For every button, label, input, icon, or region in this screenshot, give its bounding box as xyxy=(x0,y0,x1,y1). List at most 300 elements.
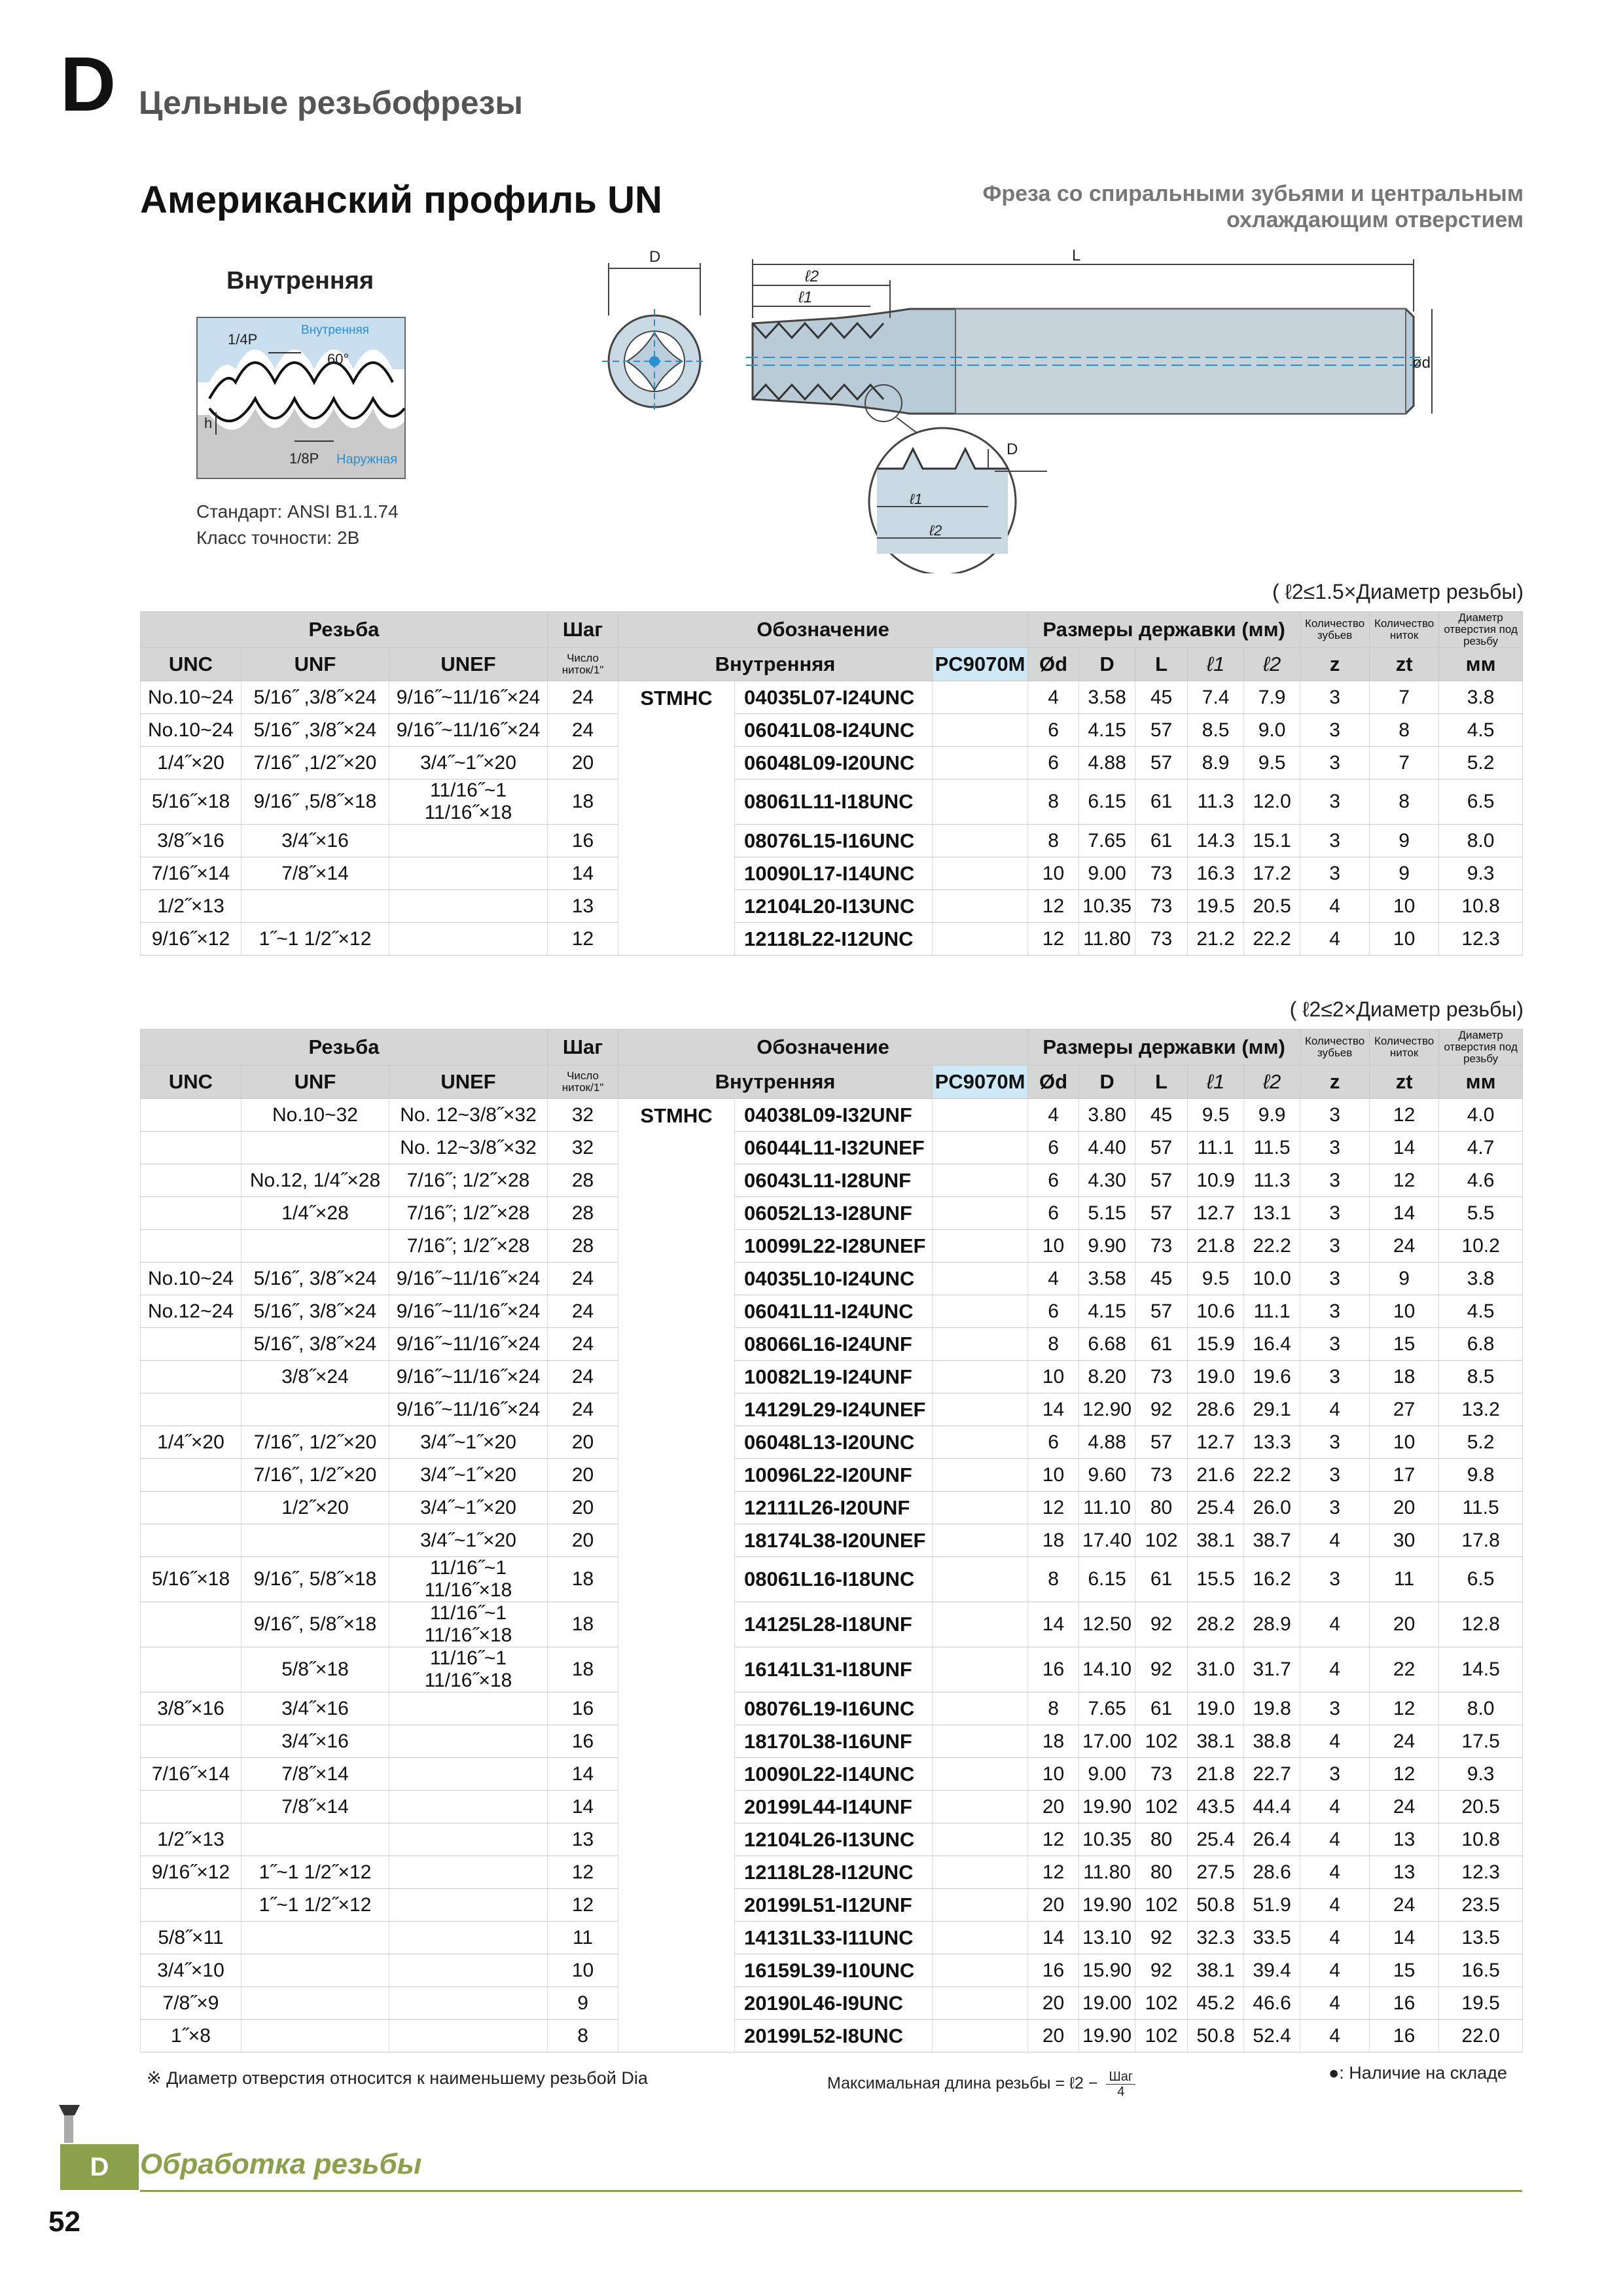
cell-stock xyxy=(933,1164,1028,1197)
cell-D: 9.00 xyxy=(1079,857,1135,890)
cell-l1: 38.1 xyxy=(1188,1524,1244,1557)
cell-designation: 20199L51-I12UNF xyxy=(735,1889,933,1922)
cell-pitch: 8 xyxy=(548,2020,618,2053)
cell-L: 73 xyxy=(1135,857,1188,890)
cell-stock xyxy=(933,1328,1028,1361)
cell-l2: 16.2 xyxy=(1244,1557,1300,1602)
cell-d: 4 xyxy=(1028,681,1079,714)
cell-D: 4.30 xyxy=(1079,1164,1135,1197)
cell-l1: 45.2 xyxy=(1188,1987,1244,2020)
cell-stock xyxy=(933,1492,1028,1524)
cell-stock xyxy=(933,1602,1028,1647)
cell-pitch: 24 xyxy=(548,1361,618,1393)
profile-label-eighth-p: 1/8P xyxy=(289,450,319,467)
cell-unf: 3/4˝×16 xyxy=(241,1693,389,1725)
cell-unf xyxy=(241,1987,389,2020)
cell-zt: 11 xyxy=(1370,1557,1439,1602)
cell-unc: 9/16˝×12 xyxy=(141,923,241,956)
profile-label-angle: 60° xyxy=(327,351,349,367)
cell-z: 3 xyxy=(1300,1197,1370,1230)
cell-z: 3 xyxy=(1300,1361,1370,1393)
cell-unef xyxy=(389,1758,548,1791)
hdr-D: D xyxy=(1079,1066,1135,1099)
table-row xyxy=(141,681,1523,714)
cell-l2: 31.7 xyxy=(1244,1647,1300,1693)
cell-z: 4 xyxy=(1300,2020,1370,2053)
cell-z: 3 xyxy=(1300,857,1370,890)
cell-l1: 28.6 xyxy=(1188,1393,1244,1426)
cell-hole: 4.0 xyxy=(1439,1099,1523,1132)
cell-L: 92 xyxy=(1135,1602,1188,1647)
cell-pitch: 16 xyxy=(548,1693,618,1725)
cell-d: 10 xyxy=(1028,857,1079,890)
hdr-z: z xyxy=(1300,648,1370,681)
cell-designation: 10096L22-I20UNF xyxy=(735,1459,933,1492)
hdr-unc: UNC xyxy=(141,648,241,681)
cell-d: 18 xyxy=(1028,1524,1079,1557)
cell-l1: 12.7 xyxy=(1188,1197,1244,1230)
cell-L: 61 xyxy=(1135,1693,1188,1725)
cell-D: 4.88 xyxy=(1079,1426,1135,1459)
cell-unef xyxy=(389,890,548,923)
cell-unef: 11/16˝~1 11/16˝×18 xyxy=(389,780,548,825)
cell-z: 4 xyxy=(1300,890,1370,923)
profile-label-internal: Внутренняя xyxy=(301,323,370,337)
cell-unc xyxy=(141,1889,241,1922)
cell-zt: 30 xyxy=(1370,1524,1439,1557)
cell-l2: 22.2 xyxy=(1244,923,1300,956)
cell-z: 3 xyxy=(1300,1459,1370,1492)
cell-zt: 27 xyxy=(1370,1393,1439,1426)
cell-zt: 24 xyxy=(1370,1791,1439,1823)
cell-unc: 7/16˝×14 xyxy=(141,857,241,890)
cell-d: 8 xyxy=(1028,1693,1079,1725)
chapter-title: Обработка резьбы xyxy=(140,2148,422,2180)
cell-l1: 14.3 xyxy=(1188,825,1244,857)
cell-unef: No. 12~3/8˝×32 xyxy=(389,1099,548,1132)
cell-zt: 14 xyxy=(1370,1922,1439,1954)
cell-designation: 08066L16-I24UNF xyxy=(735,1328,933,1361)
cell-pitch: 20 xyxy=(548,1524,618,1557)
cell-unf: 7/8˝×14 xyxy=(241,857,389,890)
cell-unf: 3/8˝×24 xyxy=(241,1361,389,1393)
table-row xyxy=(141,1492,1523,1524)
cell-pitch: 18 xyxy=(548,780,618,825)
profile-label-h: h xyxy=(204,415,213,431)
note-stock: ●: Наличие на складе xyxy=(1329,2063,1507,2083)
cell-pitch: 12 xyxy=(548,1889,618,1922)
cell-unc xyxy=(141,1197,241,1230)
table-2 xyxy=(140,1029,1523,2053)
cell-z: 3 xyxy=(1300,825,1370,857)
cell-pitch: 24 xyxy=(548,1393,618,1426)
cell-z: 3 xyxy=(1300,1693,1370,1725)
cell-zt: 8 xyxy=(1370,714,1439,747)
cell-l1: 9.5 xyxy=(1188,1099,1244,1132)
max-length-fraction xyxy=(1106,2070,1135,2099)
cell-D: 4.40 xyxy=(1079,1132,1135,1164)
cell-L: 92 xyxy=(1135,1393,1188,1426)
cell-hole: 9.3 xyxy=(1439,857,1523,890)
cell-z: 4 xyxy=(1300,1791,1370,1823)
cell-hole: 10.8 xyxy=(1439,890,1523,923)
table-row xyxy=(141,890,1523,923)
cell-L: 102 xyxy=(1135,1524,1188,1557)
cell-unef xyxy=(389,1791,548,1823)
cell-zt: 15 xyxy=(1370,1954,1439,1987)
cell-hole: 10.2 xyxy=(1439,1230,1523,1263)
cell-stock xyxy=(933,1791,1028,1823)
cell-designation: 20199L52-I8UNC xyxy=(735,2020,933,2053)
cell-hole: 23.5 xyxy=(1439,1889,1523,1922)
cell-unc: 3/8˝×16 xyxy=(141,825,241,857)
cell-unc: 9/16˝×12 xyxy=(141,1856,241,1889)
cell-hole: 5.2 xyxy=(1439,747,1523,780)
cell-unc xyxy=(141,1230,241,1263)
hdr-od: Ød xyxy=(1028,648,1079,681)
hdr-internal: Внутренняя xyxy=(618,648,933,681)
cell-zt: 12 xyxy=(1370,1693,1439,1725)
cell-unf: 9/16˝, 5/8˝×18 xyxy=(241,1602,389,1647)
cell-unc: 3/4˝×10 xyxy=(141,1954,241,1987)
table-row xyxy=(141,747,1523,780)
hdr-designation: Обозначение xyxy=(618,1030,1028,1066)
subtitle-line-1: Фреза со спиральными зубьями и центральным xyxy=(982,181,1524,206)
cell-designation: 06044L11-I32UNEF xyxy=(735,1132,933,1164)
cell-d: 14 xyxy=(1028,1922,1079,1954)
cell-stock xyxy=(933,1889,1028,1922)
cell-unef: 7/16˝; 1/2˝×28 xyxy=(389,1230,548,1263)
cell-unc xyxy=(141,1132,241,1164)
cell-d: 14 xyxy=(1028,1393,1079,1426)
cell-unf: 7/16˝ ,1/2˝×20 xyxy=(241,747,389,780)
cell-zt: 12 xyxy=(1370,1758,1439,1791)
cell-l1: 9.5 xyxy=(1188,1263,1244,1295)
cell-stock xyxy=(933,1647,1028,1693)
hdr-internal: Внутренняя xyxy=(618,1066,933,1099)
fraction-numerator: Шаг xyxy=(1106,2070,1135,2085)
cell-unf: 5/16˝ ,3/8˝×24 xyxy=(241,681,389,714)
cell-l2: 46.6 xyxy=(1244,1987,1300,2020)
cell-L: 45 xyxy=(1135,681,1188,714)
cell-zt: 24 xyxy=(1370,1889,1439,1922)
table-row xyxy=(141,780,1523,825)
cell-unf: 5/8˝×18 xyxy=(241,1647,389,1693)
cell-D: 7.65 xyxy=(1079,1693,1135,1725)
cell-hole: 9.8 xyxy=(1439,1459,1523,1492)
cell-z: 3 xyxy=(1300,1295,1370,1328)
cell-L: 61 xyxy=(1135,1557,1188,1602)
cell-D: 5.15 xyxy=(1079,1197,1135,1230)
cell-designation: 14125L28-I18UNF xyxy=(735,1602,933,1647)
cell-unef: 9/16˝~11/16˝×24 xyxy=(389,1393,548,1426)
cell-L: 57 xyxy=(1135,1132,1188,1164)
cell-zt: 16 xyxy=(1370,2020,1439,2053)
cell-l1: 10.6 xyxy=(1188,1295,1244,1328)
cell-l2: 39.4 xyxy=(1244,1954,1300,1987)
cell-unc: 1/4˝×20 xyxy=(141,1426,241,1459)
cell-zt: 13 xyxy=(1370,1823,1439,1856)
cell-hole: 4.7 xyxy=(1439,1132,1523,1164)
cell-zt: 8 xyxy=(1370,780,1439,825)
cell-unef: 3/4˝~1˝×20 xyxy=(389,747,548,780)
cell-designation: 06041L11-I24UNC xyxy=(735,1295,933,1328)
cell-unef: 11/16˝~1 11/16˝×18 xyxy=(389,1647,548,1693)
cell-unc xyxy=(141,1602,241,1647)
cell-D: 10.35 xyxy=(1079,1823,1135,1856)
cell-designation: 12104L20-I13UNC xyxy=(735,890,933,923)
cell-unc xyxy=(141,1164,241,1197)
hdr-z: z xyxy=(1300,1066,1370,1099)
table-row xyxy=(141,1987,1523,2020)
cell-hole: 12.8 xyxy=(1439,1602,1523,1647)
cell-hole: 12.3 xyxy=(1439,1856,1523,1889)
cell-l2: 28.9 xyxy=(1244,1602,1300,1647)
cell-unf: 7/8˝×14 xyxy=(241,1791,389,1823)
cell-unf xyxy=(241,1132,389,1164)
cell-unc xyxy=(141,1459,241,1492)
table-row xyxy=(141,1393,1523,1426)
section-tab: D xyxy=(60,2144,139,2190)
hdr-pitch-sub: Число ниток/1" xyxy=(548,1066,618,1099)
cell-z: 3 xyxy=(1300,747,1370,780)
cell-unef: 7/16˝; 1/2˝×28 xyxy=(389,1164,548,1197)
cell-l2: 44.4 xyxy=(1244,1791,1300,1823)
cell-l2: 9.5 xyxy=(1244,747,1300,780)
cell-unc: 7/16˝×14 xyxy=(141,1758,241,1791)
hdr-unef: UNEF xyxy=(389,1066,548,1099)
table-row xyxy=(141,1889,1523,1922)
table-row xyxy=(141,1328,1523,1361)
thread-profile-diagram xyxy=(196,317,406,479)
cell-hole: 13.2 xyxy=(1439,1393,1523,1426)
cell-stock xyxy=(933,1426,1028,1459)
table-row xyxy=(141,2020,1523,2053)
table-row xyxy=(141,1693,1523,1725)
cell-l1: 7.4 xyxy=(1188,681,1244,714)
cell-designation: 18170L38-I16UNF xyxy=(735,1725,933,1758)
cell-z: 4 xyxy=(1300,1393,1370,1426)
cell-z: 3 xyxy=(1300,780,1370,825)
cell-pitch: 24 xyxy=(548,1263,618,1295)
hdr-threads-count: Количество ниток xyxy=(1370,612,1439,648)
cell-unc xyxy=(141,1791,241,1823)
table-row xyxy=(141,1823,1523,1856)
hdr-thread: Резьба xyxy=(141,1030,548,1066)
table-row xyxy=(141,1099,1523,1132)
cell-unef: 9/16˝~11/16˝×24 xyxy=(389,1263,548,1295)
tool-drawing xyxy=(602,246,1453,573)
cell-zt: 10 xyxy=(1370,923,1439,956)
cell-l1: 21.8 xyxy=(1188,1230,1244,1263)
cell-unc: 5/8˝×11 xyxy=(141,1922,241,1954)
cell-unf: 1˝~1 1/2˝×12 xyxy=(241,923,389,956)
cell-pitch: 13 xyxy=(548,1823,618,1856)
cell-d: 4 xyxy=(1028,1099,1079,1132)
cell-designation: 16159L39-I10UNC xyxy=(735,1954,933,1987)
cell-l2: 22.2 xyxy=(1244,1459,1300,1492)
cell-unf: 5/16˝, 3/8˝×24 xyxy=(241,1263,389,1295)
cell-hole: 6.8 xyxy=(1439,1328,1523,1361)
table-row xyxy=(141,825,1523,857)
cell-stock xyxy=(933,890,1028,923)
cell-pitch: 11 xyxy=(548,1922,618,1954)
cell-d: 6 xyxy=(1028,1426,1079,1459)
cell-unef xyxy=(389,825,548,857)
cell-l1: 19.0 xyxy=(1188,1361,1244,1393)
cell-l2: 7.9 xyxy=(1244,681,1300,714)
cell-L: 73 xyxy=(1135,1758,1188,1791)
detail-label-l2: ℓ2 xyxy=(929,522,942,539)
hdr-zt: zt xyxy=(1370,1066,1439,1099)
cell-d: 10 xyxy=(1028,1758,1079,1791)
cell-zt: 12 xyxy=(1370,1164,1439,1197)
cell-D: 3.58 xyxy=(1079,681,1135,714)
cell-hole: 17.8 xyxy=(1439,1524,1523,1557)
cell-unf: 7/16˝, 1/2˝×20 xyxy=(241,1459,389,1492)
cell-l2: 38.7 xyxy=(1244,1524,1300,1557)
cell-D: 12.90 xyxy=(1079,1393,1135,1426)
cell-z: 3 xyxy=(1300,1492,1370,1524)
cell-D: 8.20 xyxy=(1079,1361,1135,1393)
cell-L: 92 xyxy=(1135,1647,1188,1693)
cell-unf: 3/4˝×16 xyxy=(241,825,389,857)
cell-pitch: 24 xyxy=(548,1295,618,1328)
cell-hole: 16.5 xyxy=(1439,1954,1523,1987)
cell-designation: 12104L26-I13UNC xyxy=(735,1823,933,1856)
cell-unf xyxy=(241,2020,389,2053)
cell-D: 19.90 xyxy=(1079,2020,1135,2053)
cell-D: 3.80 xyxy=(1079,1099,1135,1132)
cell-zt: 15 xyxy=(1370,1328,1439,1361)
cell-pitch: 12 xyxy=(548,1856,618,1889)
cell-stock xyxy=(933,681,1028,714)
table-row xyxy=(141,1361,1523,1393)
cell-stock xyxy=(933,747,1028,780)
cell-D: 15.90 xyxy=(1079,1954,1135,1987)
table-row xyxy=(141,1524,1523,1557)
cell-zt: 22 xyxy=(1370,1647,1439,1693)
cell-hole: 8.0 xyxy=(1439,825,1523,857)
cell-D: 6.68 xyxy=(1079,1328,1135,1361)
cell-L: 102 xyxy=(1135,2020,1188,2053)
cell-L: 73 xyxy=(1135,1361,1188,1393)
table2-condition: ( ℓ2≤2×Диаметр резьбы) xyxy=(1289,997,1524,1021)
cell-zt: 20 xyxy=(1370,1602,1439,1647)
cell-l2: 38.8 xyxy=(1244,1725,1300,1758)
cell-l2: 11.3 xyxy=(1244,1164,1300,1197)
cell-unf xyxy=(241,890,389,923)
cell-hole: 3.8 xyxy=(1439,1263,1523,1295)
cell-d: 8 xyxy=(1028,780,1079,825)
cell-l2: 15.1 xyxy=(1244,825,1300,857)
hdr-grade: PC9070M xyxy=(933,648,1028,681)
cell-unf: 5/16˝, 3/8˝×24 xyxy=(241,1295,389,1328)
cell-unf xyxy=(241,1954,389,1987)
cell-unc: 3/8˝×16 xyxy=(141,1693,241,1725)
cell-designation: 10099L22-I28UNEF xyxy=(735,1230,933,1263)
cell-zt: 12 xyxy=(1370,1099,1439,1132)
hdr-designation: Обозначение xyxy=(618,612,1028,648)
cell-l1: 15.9 xyxy=(1188,1328,1244,1361)
cell-z: 3 xyxy=(1300,1164,1370,1197)
cell-stock xyxy=(933,1132,1028,1164)
cell-L: 61 xyxy=(1135,1328,1188,1361)
cell-stock xyxy=(933,1693,1028,1725)
cell-l2: 16.4 xyxy=(1244,1328,1300,1361)
cell-unef xyxy=(389,1725,548,1758)
cell-pitch: 18 xyxy=(548,1557,618,1602)
cell-hole: 10.8 xyxy=(1439,1823,1523,1856)
cell-hole: 3.8 xyxy=(1439,681,1523,714)
cell-l2: 26.0 xyxy=(1244,1492,1300,1524)
cell-unef xyxy=(389,1987,548,2020)
cell-stock xyxy=(933,1758,1028,1791)
cell-l1: 21.6 xyxy=(1188,1459,1244,1492)
cell-l2: 26.4 xyxy=(1244,1823,1300,1856)
cell-D: 10.35 xyxy=(1079,890,1135,923)
cell-zt: 9 xyxy=(1370,1263,1439,1295)
cell-unf xyxy=(241,1230,389,1263)
cell-pitch: 28 xyxy=(548,1164,618,1197)
cell-L: 102 xyxy=(1135,1725,1188,1758)
cell-D: 19.00 xyxy=(1079,1987,1135,2020)
cell-l2: 13.1 xyxy=(1244,1197,1300,1230)
table-row xyxy=(141,1954,1523,1987)
cell-L: 45 xyxy=(1135,1099,1188,1132)
cell-l2: 10.0 xyxy=(1244,1263,1300,1295)
cell-z: 3 xyxy=(1300,1758,1370,1791)
cell-D: 17.40 xyxy=(1079,1524,1135,1557)
cell-designation: 14129L29-I24UNEF xyxy=(735,1393,933,1426)
cell-unc: 5/16˝×18 xyxy=(141,780,241,825)
cell-l2: 28.6 xyxy=(1244,1856,1300,1889)
cell-designation: 04038L09-I32UNF xyxy=(735,1099,933,1132)
cell-D: 6.15 xyxy=(1079,1557,1135,1602)
hdr-unf: UNF xyxy=(241,648,389,681)
cell-z: 3 xyxy=(1300,714,1370,747)
cell-stock xyxy=(933,2020,1028,2053)
cell-D: 17.00 xyxy=(1079,1725,1135,1758)
hdr-zt: zt xyxy=(1370,648,1439,681)
cell-d: 8 xyxy=(1028,1557,1079,1602)
cell-pitch: 14 xyxy=(548,1758,618,1791)
standard-text: Стандарт: ANSI B1.1.74 xyxy=(196,501,399,522)
cell-unc xyxy=(141,1328,241,1361)
cell-unf: 7/8˝×14 xyxy=(241,1758,389,1791)
cell-l1: 38.1 xyxy=(1188,1725,1244,1758)
cell-zt: 9 xyxy=(1370,857,1439,890)
cell-l1: 21.8 xyxy=(1188,1758,1244,1791)
cell-unc xyxy=(141,1524,241,1557)
cell-stock xyxy=(933,714,1028,747)
cell-z: 4 xyxy=(1300,923,1370,956)
cell-hole: 8.5 xyxy=(1439,1361,1523,1393)
cell-unf: 1/2˝×20 xyxy=(241,1492,389,1524)
cell-stock xyxy=(933,1230,1028,1263)
table-row xyxy=(141,1132,1523,1164)
cell-pitch: 12 xyxy=(548,923,618,956)
drawing-label-L: L xyxy=(1072,247,1081,264)
cell-D: 9.90 xyxy=(1079,1230,1135,1263)
cell-unf: 9/16˝, 5/8˝×18 xyxy=(241,1557,389,1602)
cell-l1: 11.1 xyxy=(1188,1132,1244,1164)
cell-pitch: 28 xyxy=(548,1197,618,1230)
cell-l2: 11.5 xyxy=(1244,1132,1300,1164)
cell-d: 12 xyxy=(1028,1492,1079,1524)
cell-hole: 9.3 xyxy=(1439,1758,1523,1791)
cell-d: 6 xyxy=(1028,1197,1079,1230)
